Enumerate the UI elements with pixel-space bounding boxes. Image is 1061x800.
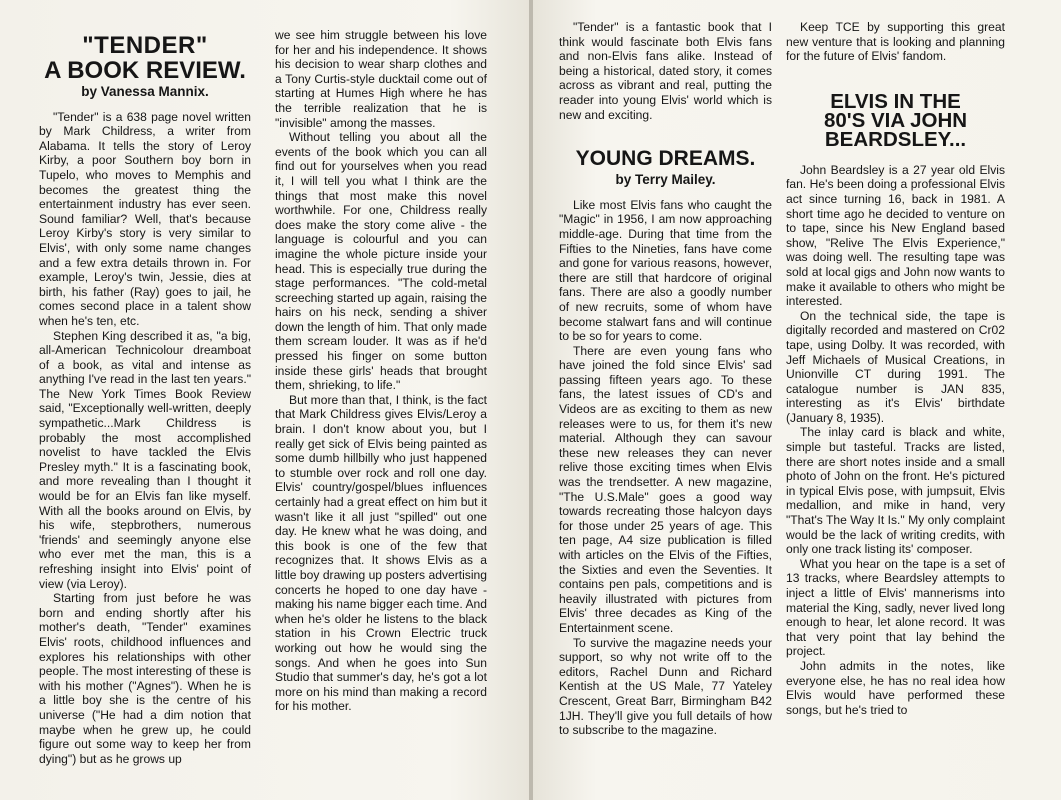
left-column-2	[275, 28, 487, 714]
review-paragraph: Without telling you about all the events of the book which you can all find out for yourselves when you read it, I will tell you what I think are the things that most make this novel worthwhile. For one, Childress really does make the story come alive - the language is colourful and you can imagine the whole picture inside your head. This is especially true during the stage performances. "The cold-metal screeching started up again, raising the hairs on his neck, sending a shiver down the length of him. That only made them scream louder. It was as if he'd pressed his finger on some button inside these girls' heads that brought them, shrieking, to life."	[275, 130, 487, 393]
right-column-1	[559, 20, 772, 738]
right-page	[533, 0, 1061, 800]
young-dreams-byline: by Terry Mailey.	[615, 172, 716, 188]
review-title-line2: A BOOK REVIEW.	[44, 57, 246, 84]
beardsley-title	[786, 89, 1005, 151]
review-paragraph: "Tender" is a 638 page novel written by Mark Childress, a writer from Alabama. It tells the story of Leroy Kirby, a poor Southern boy born in Tupelo, who moves to Memphis and becomes the greatest thing the entertainment industry has ever seen. Sound familiar? Well, that's because Leroy Kirby's story is very similar to Elvis', with only some name changes and a few extra details thrown in. For example, Leroy's twin, Jessie, dies at birth, his father (Ray) goes to jail, he comes second place in a talent show when he's ten, etc.	[39, 109, 251, 328]
young-dreams-title: YOUNG DREAMS.	[575, 147, 756, 171]
review-paragraph: we see him struggle between his love for her and his independence. It shows his decision to wear sharp clothes and a Tony Curtis-style ducktail come out of starting at Humes High where he has the terrible realization that he is "invisible" among the masses.	[275, 28, 487, 130]
beardsley-title-line3: BEARDSLEY...	[824, 127, 967, 151]
beardsley-paragraph: John admits in the notes, like everyone else, he has no real idea how Elvis would have performed these songs, but he's tried to	[786, 658, 1005, 717]
young-dreams-paragraph: To survive the magazine needs your support, so why not write off to the editors, Rachel Dunn and Richard Kentish at the US Male, 77 Yateley Crescent, Great Barr, Birmingham B42 1JH. They'll give you full details of how to subscribe to the magazine.	[559, 635, 772, 738]
review-paragraph: But more than that, I think, is the fact that Mark Childress gives Elvis/Leroy a brain. I don't know about you, but I really get sick of Elvis being painted as some dumb hillbilly who just happened to stumble over rock and roll one day. Elvis' country/gospel/blues influences certainly had a great effect on him but it wasn't like it all just "spilled" out one day. He knew what he was doing, and this book is one of the few that recognizes that. It shows Elvis as a little boy drawing up posters advertising concerts he hoped to one day have - making his name bigger each time. And when he's older he listens to the black station in his Crown Electric truck working out how he would sing the songs. And when he goes into Sun Studio that summer's day, he's got a lot more on his mind than making a record for his mother.	[275, 392, 487, 714]
tce-note-paragraph: Keep TCE by supporting this great new venture that is looking and planning for the future of Elvis' fandom.	[786, 20, 1005, 64]
young-dreams-paragraph: Like most Elvis fans who caught the "Magic" in 1956, I am now approaching middle-age. During that time from the Fifties to the Nineties, fans have come and gone for various reasons, however, there are still that hardcore of original fans. There are also a goodly number of new recruits, some of whom have become stalwart fans and will continue to be so for years to come.	[559, 197, 772, 344]
review-closing-paragraph: "Tender" is a fantastic book that I think would fascinate both Elvis fans and non-Elvis fans alike. Instead of being a historical, dated story, it comes across as vibrant and real, putting the reader into young Elvis' world which is new and exciting.	[559, 20, 772, 122]
left-column-1	[39, 22, 251, 766]
beardsley-paragraph: The inlay card is black and white, simple but tasteful. Tracks are listed, there are short notes inside and a small photo of John on the front. He's pictured in typical Elvis pose, with jumpsuit, Elvis medallion, and mike in hand, very "That's The Way It Is." My only complaint would be the lack of writing credits, with only one track listing its' composer.	[786, 425, 1005, 557]
review-title-line1: "TENDER"	[82, 32, 208, 59]
young-dreams-paragraph: There are even young fans who have joined the fold since Elvis' sad passing fifteen years ago. To these fans, the latest issues of CD's and Videos are as exciting to them as new releases were to us, for them it's new material. Although they can savour these new releases they can never relive those exciting times when Elvis was the trendsetter. A new magazine, "The U.S.Male" goes a good way towards recreating those halcyon days for those under 25 years of age. This ten page, A4 size publication is filled with articles on the Elvis of the Fifties, the Sixties and even the Seventies. It contains pen pals, competitions and is heavily illustrated with pictures from Elvis' three decades as King of the Entertainment scene.	[559, 343, 772, 635]
beardsley-paragraph: What you hear on the tape is a set of 13 tracks, where Beardsley attempts to inject a little of Elvis' mannerisms into material the King, sadly, never lived long enough to hear, let alone record. It was that very point that lay behind the project.	[786, 556, 1005, 659]
left-page	[0, 0, 529, 800]
beardsley-paragraph: On the technical side, the tape is digitally recorded and mastered on Cr02 tape, using Dolby. It was recorded, with Jeff Michaels of Musical Creations, in Unionville CT during 1991. The catalogue number is JAN 835, interesting as it's Elvis' birthdate (January 8, 1935).	[786, 308, 1005, 425]
beardsley-title-line2: 80'S VIA JOHN	[823, 108, 968, 132]
review-byline: by Vanessa Mannix.	[81, 84, 209, 99]
right-column-2	[786, 20, 1005, 717]
review-paragraph: Stephen King described it as, "a big, all-American Technicolour dreamboat of a book, as vital and intense as anything I've read in the last ten years." The New York Times Book Review said, "Exceptionally well-written, deeply sympathetic...Mark Childress is probably the most accomplished novelist to have tackled the Elvis Presley myth." It is a fascinating book, and more revealing than I thought it would be for an Elvis fan like myself. With all the books around on Elvis, by his wife, stepbrothers, numerous 'friends' and seemingly anyone else who ever met the man, this is a refreshing insight into Elvis' point of view (via Leroy).	[39, 328, 251, 591]
beardsley-paragraph: John Beardsley is a 27 year old Elvis fan. He's been doing a professional Elvis act since turning 16, back in 1981. A short time ago he decided to venture on to tape, since his New England based show, "Relive The Elvis Experience," was doing well. The resulting tape was sold at local gigs and John now wants to make it available to others who might be interested.	[786, 162, 1005, 309]
beardsley-title-line1: ELVIS IN THE	[830, 89, 961, 113]
review-paragraph: Starting from just before he was born and ending shortly after his mother's death, "Tender" examines Elvis' roots, childhood influences and explores his relationships with other people. The most interesting of these is with his mother ("Agnes"). When he is a little boy she is the centre of his universe ("He had a dim notion that maybe when he grew up, he could figure out some way to keep her from dying") but as he grows up	[39, 591, 251, 766]
